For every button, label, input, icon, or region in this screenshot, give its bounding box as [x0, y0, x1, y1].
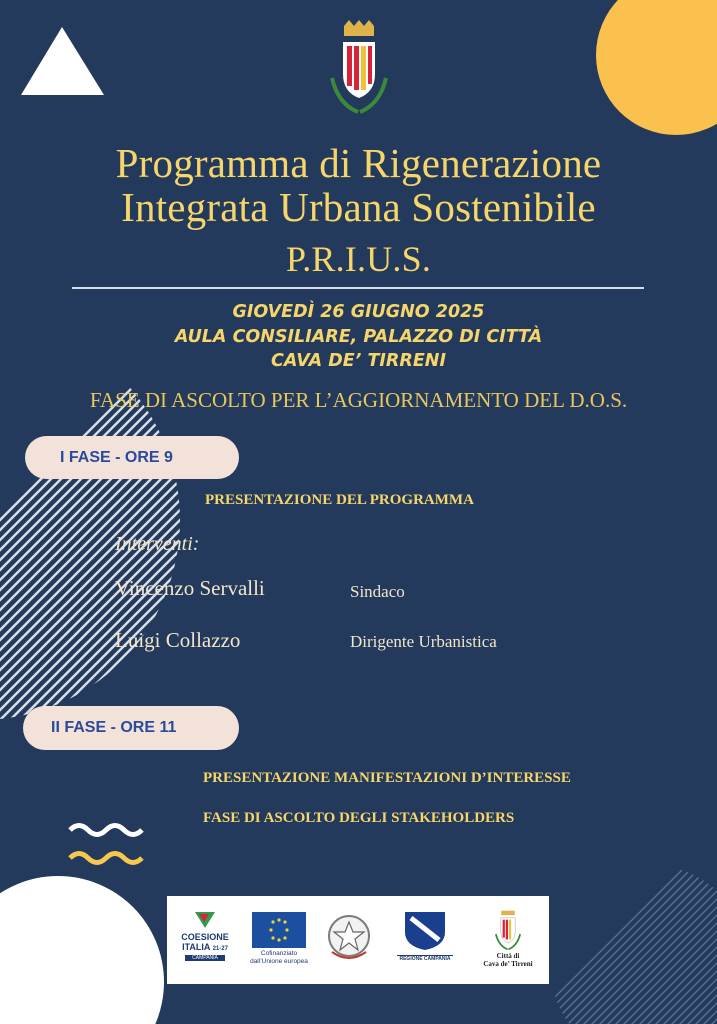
coesione-line2	[175, 942, 235, 954]
speaker-name: Luigi Collazzo	[115, 628, 241, 652]
phase2-label: II FASE - ORE 11	[51, 719, 177, 736]
regione-shield-icon	[403, 910, 447, 952]
italian-republic-emblem-icon	[324, 912, 374, 964]
coesione-icon	[175, 910, 235, 932]
city-line2: Cava de’ Tirreni	[483, 960, 533, 968]
phase2-badge	[23, 706, 239, 750]
eu-line1: Cofinanziato	[260, 950, 298, 957]
city-logo	[473, 908, 543, 978]
coesione-region: CAMPANIA	[185, 955, 225, 961]
eu-logo	[249, 912, 309, 972]
eu-line2: dall’Unione europea	[250, 958, 308, 965]
city-line1: Città di	[496, 952, 520, 960]
eu-flag-icon	[252, 912, 306, 948]
title-line-1: Programma di Rigenerazione	[115, 140, 602, 186]
city-logo-crest-icon	[491, 908, 525, 952]
wave-white	[70, 826, 142, 835]
logos-bar	[167, 896, 549, 984]
speaker-name: Vincenzo Servalli	[115, 576, 265, 600]
coesione-italia: ITALIA	[182, 942, 211, 952]
speaker-role: Dirigente Urbanistica	[350, 632, 497, 651]
regione-label: REGIONE CAMPANIA	[397, 955, 453, 962]
event-venue: AULA CONSILIARE, PALAZZO DI CITTÀ	[174, 327, 543, 347]
title-line-2: Integrata Urbana Sostenibile	[121, 184, 596, 230]
coesione-logo	[175, 910, 235, 972]
phase-title: FASE DI ASCOLTO PER L’AGGIORNAMENTO DEL D.O.S.	[89, 388, 628, 412]
phase1-heading: PRESENTAZIONE DEL PROGRAMMA	[205, 492, 474, 508]
coesione-line1: COESIONE	[181, 932, 229, 942]
city-crest-icon	[324, 20, 394, 118]
phase2-item: PRESENTAZIONE MANIFESTAZIONI D’INTERESSE	[203, 770, 571, 786]
interventions-label: Interventi:	[115, 533, 200, 555]
event-city: CAVA DE’ TIRRENI	[271, 351, 446, 371]
wave-yellow	[70, 854, 142, 863]
event-date: GIOVEDÌ 26 GIUGNO 2025	[232, 302, 485, 322]
acronym: P.R.I.U.S.	[285, 239, 432, 279]
phase2-item: FASE DI ASCOLTO DEGLI STAKEHOLDERS	[203, 810, 515, 826]
coesione-years: 21-27	[212, 946, 228, 952]
white-circle-bottom-left	[0, 876, 164, 1024]
title-divider	[72, 287, 644, 289]
phase1-label: I FASE - ORE 9	[60, 448, 173, 466]
triangle-shape	[21, 27, 104, 95]
regione-logo	[397, 910, 453, 974]
yellow-circle	[596, 0, 717, 135]
phase1-badge	[25, 436, 239, 479]
speaker-role: Sindaco	[350, 582, 405, 601]
